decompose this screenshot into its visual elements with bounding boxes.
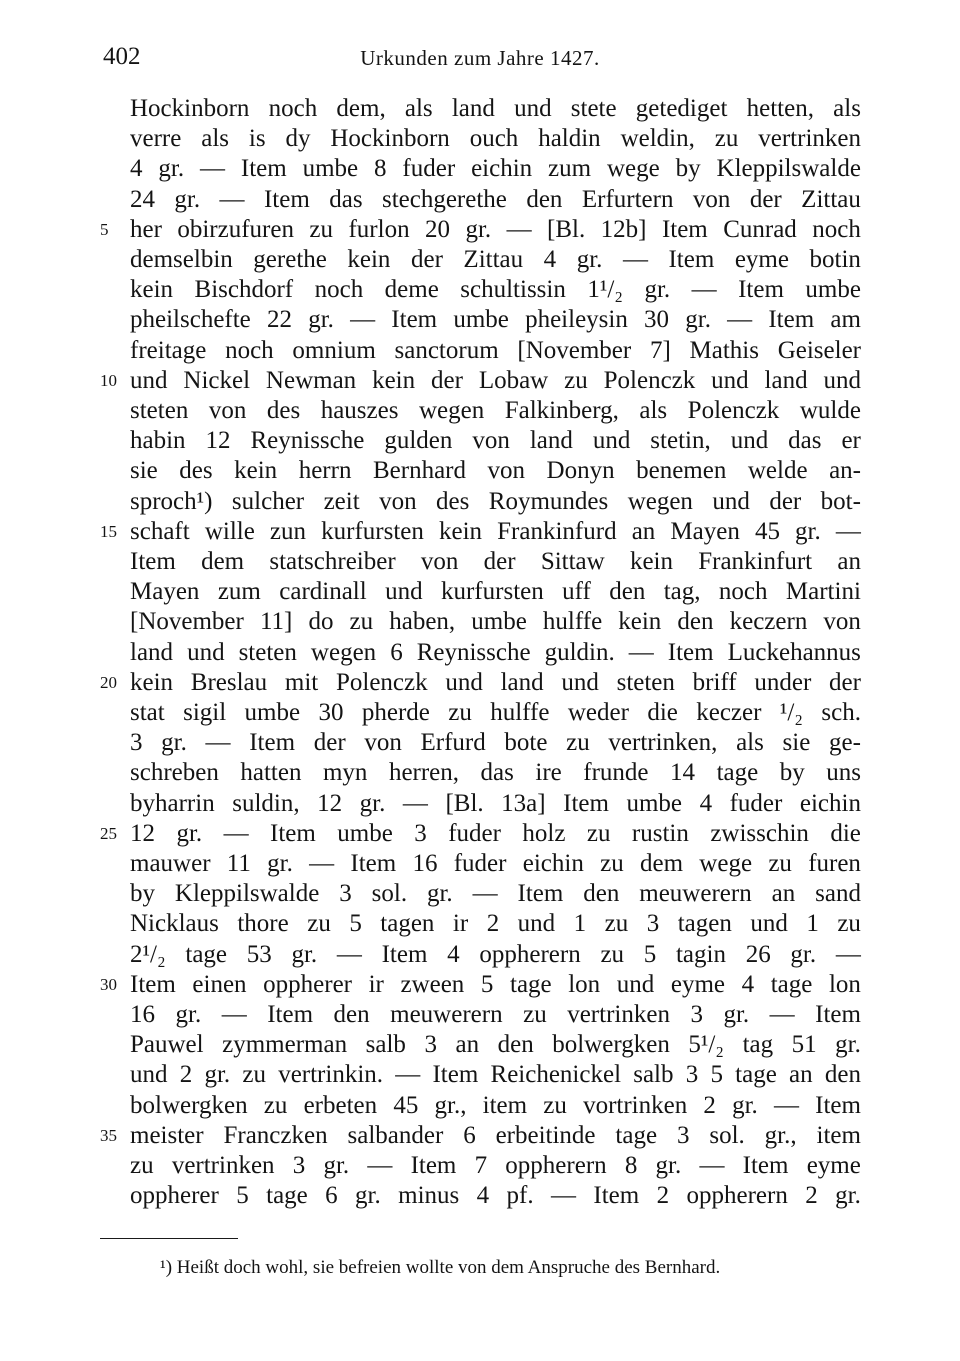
text-line: demselbin gerethe kein der Zittau 4 gr. — Item eyme botin <box>130 246 861 273</box>
line-number: 5 <box>100 220 109 239</box>
text-line: kein Bischdorf noch deme schultissin 1¹/₂ gr. — Item umbe <box>130 276 861 303</box>
text-line: Pauwel zymmerman salb 3 an den bolwergken 5¹/₂ tag 51 gr. <box>130 1031 861 1058</box>
text-line: sie des kein herrn Bernhard von Donyn benemen welde an- <box>130 457 861 484</box>
text-line: steten von des hauszes wegen Falkinberg, als Polenczk wulde <box>130 397 861 424</box>
text-line: kein Breslau mit Polenczk und land und steten briff under der <box>130 669 861 696</box>
text-line: schaft wille zun kurfursten kein Frankinfurd an Mayen 45 gr. — <box>130 518 861 545</box>
text-line: byharrin suldin, 12 gr. — [Bl. 13a] Item umbe 4 fuder eichin <box>130 790 861 817</box>
text-line: by Kleppilswalde 3 sol. gr. — Item den meuwerern an sand <box>130 880 861 907</box>
page-number: 402 <box>103 43 141 70</box>
text-line: 16 gr. — Item den meuwerern zu vertrinken 3 gr. — Item <box>130 1001 861 1028</box>
running-title: Urkunden zum Jahre 1427. <box>360 46 600 70</box>
page-header <box>0 0 960 100</box>
text-line: und 2 gr. zu vertrinkin. — Item Reichenickel salb 3 5 tage an den <box>130 1061 861 1088</box>
text-line: Item dem statschreiber von der Sittaw kein Frankinfurt an <box>130 548 861 575</box>
text-line: verre als is dy Hockinborn ouch haldin weldin, zu vertrinken <box>130 125 861 152</box>
text-line: pheilschefte 22 gr. — Item umbe pheileysin 30 gr. — Item am <box>130 306 861 333</box>
line-number: 15 <box>100 522 117 541</box>
text-line: 2¹/₂ tage 53 gr. — Item 4 oppherern zu 5 tagin 26 gr. — <box>130 941 861 968</box>
text-line: oppherer 5 tage 6 gr. minus 4 pf. — Item 2 oppherern 2 gr. <box>130 1182 861 1209</box>
text-line: stat sigil umbe 30 pherde zu hulffe weder die keczer ¹/₂ sch. <box>130 699 861 726</box>
text-line: zu vertrinken 3 gr. — Item 7 oppherern 8 gr. — Item eyme <box>130 1152 861 1179</box>
text-line: 3 gr. — Item der von Erfurd bote zu vertrinken, als sie ge- <box>130 729 861 756</box>
line-number: 35 <box>100 1126 117 1145</box>
text-line: schreben hatten myn herren, das ire frunde 14 tage by uns <box>130 759 861 786</box>
text-line: mauwer 11 gr. — Item 16 fuder eichin zu dem wege zu furen <box>130 850 861 877</box>
text-line: 12 gr. — Item umbe 3 fuder holz zu rustin zwisschin die <box>130 820 861 847</box>
text-line: sproch¹) sulcher zeit von des Roymundes wegen und der bot- <box>130 488 861 515</box>
text-line: land und steten wegen 6 Reynissche guldin. — Item Luckehannus <box>130 639 861 666</box>
line-number: 20 <box>100 673 117 692</box>
line-number: 10 <box>100 371 117 390</box>
text-line: meister Franczken salbander 6 erbeitinde tage 3 sol. gr., item <box>130 1122 861 1149</box>
line-number: 25 <box>100 824 117 843</box>
text-line: [November 11] do zu haben, umbe hulffe kein den keczern von <box>130 608 861 635</box>
text-line: Mayen zum cardinall und kurfursten uff den tag, noch Martini <box>130 578 861 605</box>
text-line: 4 gr. — Item umbe 8 fuder eichin zum wege by Kleppilswalde <box>130 155 861 182</box>
text-line: Item einen oppherer ir zween 5 tage lon und eyme 4 tage lon <box>130 971 861 998</box>
text-line: bolwergken zu erbeten 45 gr., item zu vortrinken 2 gr. — Item <box>130 1092 861 1119</box>
text-line: und Nickel Newman kein der Lobaw zu Polenczk und land und <box>130 367 861 394</box>
text-line: Hockinborn noch dem, als land und stete getediget hetten, als <box>130 95 861 122</box>
footnote: ¹) Heißt doch wohl, sie befreien wollte von dem Anspruche des Bernhard. <box>160 1257 721 1278</box>
text-line: Nicklaus thore zu 5 tagen ir 2 und 1 zu 3 tagen und 1 zu <box>130 910 861 937</box>
line-number: 30 <box>100 975 117 994</box>
text-line: her obirzufuren zu furlon 20 gr. — [Bl. 12b] Item Cunrad noch <box>130 216 861 243</box>
text-line: freitage noch omnium sanctorum [November 7] Mathis Geiseler <box>130 337 861 364</box>
text-line: 24 gr. — Item das stechgerethe den Erfurtern von der Zittau <box>130 186 861 213</box>
footnote-rule <box>100 1238 238 1239</box>
text-line: habin 12 Reynissche gulden von land und stetin, und das er <box>130 427 861 454</box>
